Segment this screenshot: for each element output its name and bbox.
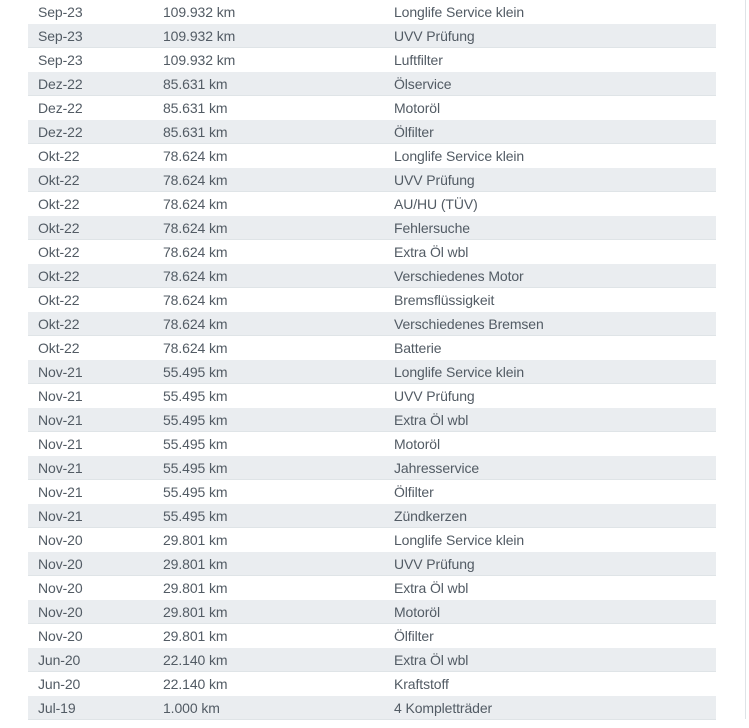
table-row xyxy=(28,288,716,312)
mileage-cell: 29.801 km xyxy=(163,556,228,572)
table-row xyxy=(28,624,716,648)
table-row xyxy=(28,648,716,672)
date-cell: Nov-21 xyxy=(38,364,83,380)
table-row xyxy=(28,120,716,144)
table-row xyxy=(28,264,716,288)
service-cell: UVV Prüfung xyxy=(394,388,475,404)
table-row xyxy=(28,360,716,384)
date-cell: Dez-22 xyxy=(38,100,83,116)
mileage-cell: 78.624 km xyxy=(163,340,228,356)
table-row xyxy=(28,24,716,48)
date-cell: Sep-23 xyxy=(38,4,83,20)
mileage-cell: 85.631 km xyxy=(163,76,228,92)
date-cell: Sep-23 xyxy=(38,28,83,44)
mileage-cell: 22.140 km xyxy=(163,652,228,668)
mileage-cell: 29.801 km xyxy=(163,604,228,620)
date-cell: Okt-22 xyxy=(38,220,80,236)
mileage-cell: 109.932 km xyxy=(163,28,236,44)
service-cell: Motoröl xyxy=(394,436,440,452)
service-cell: Extra Öl wbl xyxy=(394,412,469,428)
date-cell: Jun-20 xyxy=(38,652,81,668)
table-row xyxy=(28,384,716,408)
date-cell: Okt-22 xyxy=(38,244,80,260)
service-cell: 4 Kompletträder xyxy=(394,700,493,716)
table-row xyxy=(28,72,716,96)
table-row xyxy=(28,504,716,528)
service-cell: Motoröl xyxy=(394,604,440,620)
mileage-cell: 1.000 km xyxy=(163,700,220,716)
table-row xyxy=(28,480,716,504)
mileage-cell: 78.624 km xyxy=(163,148,228,164)
table-right-divider xyxy=(745,0,746,719)
date-cell: Nov-20 xyxy=(38,556,83,572)
mileage-cell: 55.495 km xyxy=(163,460,228,476)
table-row xyxy=(28,216,716,240)
service-cell: Longlife Service klein xyxy=(394,364,525,380)
mileage-cell: 22.140 km xyxy=(163,676,228,692)
service-cell: UVV Prüfung xyxy=(394,172,475,188)
mileage-cell: 55.495 km xyxy=(163,436,228,452)
date-cell: Nov-21 xyxy=(38,388,83,404)
table-row xyxy=(28,672,716,696)
service-cell: Verschiedenes Motor xyxy=(394,268,524,284)
date-cell: Dez-22 xyxy=(38,124,83,140)
date-cell: Okt-22 xyxy=(38,172,80,188)
date-cell: Okt-22 xyxy=(38,196,80,212)
table-row xyxy=(28,240,716,264)
service-cell: Ölfilter xyxy=(394,124,434,140)
date-cell: Nov-20 xyxy=(38,628,83,644)
date-cell: Dez-22 xyxy=(38,76,83,92)
date-cell: Nov-20 xyxy=(38,604,83,620)
table-row xyxy=(28,0,716,24)
date-cell: Jun-20 xyxy=(38,676,81,692)
service-cell: AU/HU (TÜV) xyxy=(394,196,478,212)
date-cell: Okt-22 xyxy=(38,316,80,332)
table-row xyxy=(28,48,716,72)
mileage-cell: 55.495 km xyxy=(163,364,228,380)
mileage-cell: 109.932 km xyxy=(163,4,236,20)
table-row xyxy=(28,552,716,576)
mileage-cell: 78.624 km xyxy=(163,244,228,260)
table-row xyxy=(28,96,716,120)
date-cell: Nov-21 xyxy=(38,484,83,500)
mileage-cell: 85.631 km xyxy=(163,124,228,140)
date-cell: Nov-21 xyxy=(38,412,83,428)
mileage-cell: 78.624 km xyxy=(163,268,228,284)
service-cell: Longlife Service klein xyxy=(394,532,525,548)
table-row xyxy=(28,600,716,624)
service-cell: Extra Öl wbl xyxy=(394,244,469,260)
service-cell: Longlife Service klein xyxy=(394,148,525,164)
service-cell: Batterie xyxy=(394,340,442,356)
date-cell: Nov-21 xyxy=(38,436,83,452)
mileage-cell: 55.495 km xyxy=(163,484,228,500)
service-cell: Extra Öl wbl xyxy=(394,652,469,668)
service-cell: UVV Prüfung xyxy=(394,556,475,572)
service-cell: Motoröl xyxy=(394,100,440,116)
mileage-cell: 78.624 km xyxy=(163,292,228,308)
service-cell: Jahresservice xyxy=(394,460,480,476)
mileage-cell: 85.631 km xyxy=(163,100,228,116)
mileage-cell: 29.801 km xyxy=(163,580,228,596)
mileage-cell: 109.932 km xyxy=(163,52,236,68)
service-cell: Verschiedenes Bremsen xyxy=(394,316,544,332)
mileage-cell: 78.624 km xyxy=(163,220,228,236)
table-row xyxy=(28,528,716,552)
service-cell: Kraftstoff xyxy=(394,676,449,692)
table-row xyxy=(28,408,716,432)
table-row xyxy=(28,192,716,216)
date-cell: Sep-23 xyxy=(38,52,83,68)
mileage-cell: 29.801 km xyxy=(163,628,228,644)
date-cell: Nov-20 xyxy=(38,580,83,596)
table-row xyxy=(28,312,716,336)
table-row xyxy=(28,696,716,720)
mileage-cell: 29.801 km xyxy=(163,532,228,548)
service-cell: Ölfilter xyxy=(394,484,434,500)
table-row xyxy=(28,456,716,480)
mileage-cell: 55.495 km xyxy=(163,508,228,524)
service-cell: Ölfilter xyxy=(394,628,434,644)
service-history-table xyxy=(28,0,716,720)
date-cell: Jul-19 xyxy=(38,700,76,716)
mileage-cell: 55.495 km xyxy=(163,388,228,404)
date-cell: Okt-22 xyxy=(38,340,80,356)
date-cell: Okt-22 xyxy=(38,292,80,308)
service-cell: Luftfilter xyxy=(394,52,443,68)
date-cell: Okt-22 xyxy=(38,268,80,284)
service-cell: Fehlersuche xyxy=(394,220,470,236)
date-cell: Nov-21 xyxy=(38,460,83,476)
mileage-cell: 55.495 km xyxy=(163,412,228,428)
service-cell: Extra Öl wbl xyxy=(394,580,469,596)
service-cell: Longlife Service klein xyxy=(394,4,525,20)
service-cell: Bremsflüssigkeit xyxy=(394,292,495,308)
mileage-cell: 78.624 km xyxy=(163,172,228,188)
mileage-cell: 78.624 km xyxy=(163,316,228,332)
service-cell: UVV Prüfung xyxy=(394,28,475,44)
table-row xyxy=(28,576,716,600)
date-cell: Nov-20 xyxy=(38,532,83,548)
service-cell: Ölservice xyxy=(394,76,452,92)
table-row xyxy=(28,168,716,192)
table-row xyxy=(28,336,716,360)
date-cell: Okt-22 xyxy=(38,148,80,164)
service-cell: Zündkerzen xyxy=(394,508,467,524)
date-cell: Nov-21 xyxy=(38,508,83,524)
table-row xyxy=(28,144,716,168)
table-row xyxy=(28,432,716,456)
mileage-cell: 78.624 km xyxy=(163,196,228,212)
